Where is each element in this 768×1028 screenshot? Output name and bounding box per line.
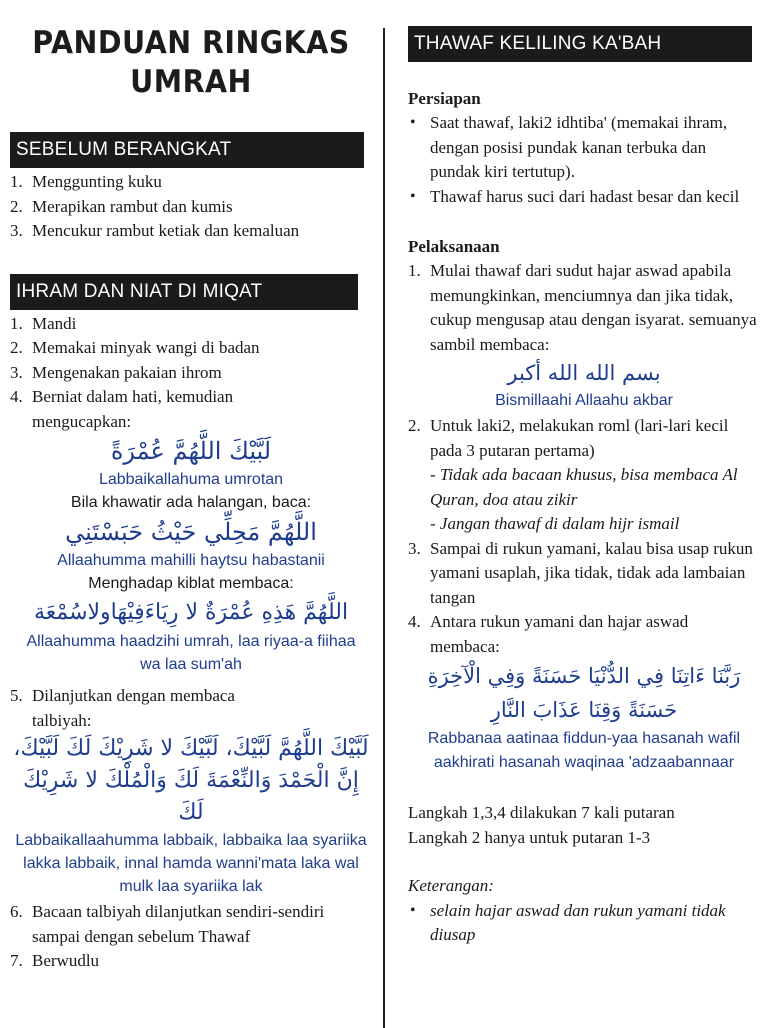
translit-rabbana: Rabbanaa aatinaa fiddun-yaa hasanah wafil aakhirati hasanah waqinaa 'adzaabannaar — [427, 730, 741, 771]
list-item: 6. Bacaan talbiyah dilanjutkan sendiri-sendiri sampai dengan sebelum Thawaf — [10, 902, 325, 946]
list-item: 3. Mencukur rambut ketiak dan kemaluan — [10, 221, 300, 240]
translit-niat-umrah: Labbaikallahuma umrotan — [98, 471, 284, 488]
list-item: 7. Berwudlu — [10, 951, 100, 970]
translit-halangan: Allaahumma mahilli haytsu habastanii — [57, 552, 325, 569]
list-item: 2. Merapikan rambut dan kumis — [10, 196, 233, 216]
list-keterangan — [408, 899, 760, 948]
list-item: • selain hajar aswad dan rukun yamani tidak diusap — [410, 900, 726, 944]
list-item: 1. Mulai thawaf dari sudut hajar aswad apabila memungkinkan, menciumnya dan jika tidak, cukup mengusap atau dengan isyarat. semuanya sambil membaca: — [408, 261, 757, 354]
section-header-sebelum-berangkat: SEBELUM BERANGKAT — [10, 132, 364, 168]
arabic-niat-umrah: لَبَّيْكَ اللَّهُمَّ عُمْرَةً — [110, 437, 272, 465]
persiapan-title: Persiapan — [408, 89, 481, 108]
list-item: 1. Mandi — [10, 313, 77, 333]
list-item: 5. Dilanjutkan dengan membaca talbiyah: — [10, 686, 235, 730]
arabic-rabbana: رَبَّنَا ءَاتِنَا فِي الدُّنْيَا حَسَنَةً وَفِي الْآخِرَةِ حَسَنَةً وَقِنَا عَذَابَ النَّارِ — [427, 664, 741, 722]
arabic-bismillah: بسم الله الله أكبر — [507, 361, 661, 385]
list-pelaksanaan-2 — [408, 414, 760, 659]
note-kiblat: Menghadap kiblat membaca: — [88, 575, 294, 592]
list-ihram-cont — [10, 684, 372, 733]
list-ihram-end — [10, 900, 372, 974]
list-ihram — [10, 312, 372, 435]
section-header-ihram: IHRAM DAN NIAT DI MIQAT — [10, 274, 358, 310]
title-line-1: PANDUAN RINGKAS — [32, 25, 350, 61]
list-item: 3. Mengenakan pakaian ihrom — [10, 362, 222, 382]
title-line-2: UMRAH — [130, 64, 252, 100]
arabic-kiblat: اللَّهُمَّ هَذِهِ عُمْرَةٌ لا رِيَاءَفِيْهَاولاسُمْعَة — [33, 600, 349, 625]
note-hijr-ismail: - Jangan thawaf di dalam hijr ismail — [430, 514, 680, 533]
column-divider — [383, 28, 385, 1028]
list-persiapan — [408, 111, 760, 209]
list-item: 1. Menggunting kuku — [10, 172, 162, 191]
langkah-note-1: Langkah 1,3,4 dilakukan 7 kali putaran — [408, 803, 675, 822]
pelaksanaan-title: Pelaksanaan — [408, 237, 500, 256]
list-item: 2. Memakai minyak wangi di badan — [10, 338, 260, 357]
list-item: 2. Untuk laki2, melakukan roml (lari-lari kecil pada 3 putaran pertama) - Tidak ada bacaan khusus, bisa membaca Al Quran, doa atau zikir - Jangan thawaf di dalam hijr ismail — [408, 414, 760, 537]
list-item: • Saat thawaf, laki2 idhtiba' (memakai ihram, dengan posisi pundak kanan terbuka dan pundak kiri tertutup). — [410, 113, 728, 181]
langkah-note-2: Langkah 2 hanya untuk putaran 1-3 — [408, 827, 651, 847]
list-item: 4. Berniat dalam hati, kemudian mengucapkan: — [10, 387, 234, 431]
list-item: 4. Antara rukun yamani dan hajar aswad membaca: — [408, 612, 689, 656]
note-bacaan: - Tidak ada bacaan khusus, bisa membaca Al Quran, doa atau zikir — [430, 465, 738, 509]
note-halangan: Bila khawatir ada halangan, baca: — [70, 494, 312, 511]
arabic-talbiyah: لَبَّيْكَ اللَّهُمَّ لَبَّيْكَ، لَبَّيْكَ لا شَرِيْكَ لَكَ لَبَّيْكَ، إِنَّ الْحَمْدَ وَالنِّعْمَةَ لَكَ وَالْمُلْكَ لا شَرِيْكَ لَكَ — [13, 736, 369, 825]
left-column — [10, 0, 372, 974]
keterangan-title: Keterangan: — [408, 876, 494, 895]
arabic-halangan: اللَّهُمَّ مَحِلِّي حَيْثُ حَبَسْتَنِي — [65, 518, 317, 546]
translit-bismillah: Bismillaahi Allaahu akbar — [495, 392, 673, 409]
list-pelaksanaan-1 — [408, 259, 760, 357]
page-title — [24, 24, 357, 102]
list-item: • Thawaf harus suci dari hadast besar dan kecil — [410, 186, 740, 206]
section-header-thawaf: THAWAF KELILING KA'BAH — [408, 26, 752, 62]
translit-kiblat: Allaahumma haadzihi umrah, laa riyaa-a fiihaa wa laa sum'ah — [26, 633, 356, 673]
translit-talbiyah: Labbaikallaahumma labbaik, labbaika laa syariika lakka labbaik, innal hamda wanni'mata laka wal mulk laa syariika lak — [15, 832, 367, 895]
list-sebelum-berangkat — [10, 170, 372, 244]
list-item: 3. Sampai di rukun yamani, kalau bisa usap rukun yamani usaplah, jika tidak, tidak ada lambaian tangan — [408, 538, 753, 607]
right-column — [408, 0, 760, 948]
